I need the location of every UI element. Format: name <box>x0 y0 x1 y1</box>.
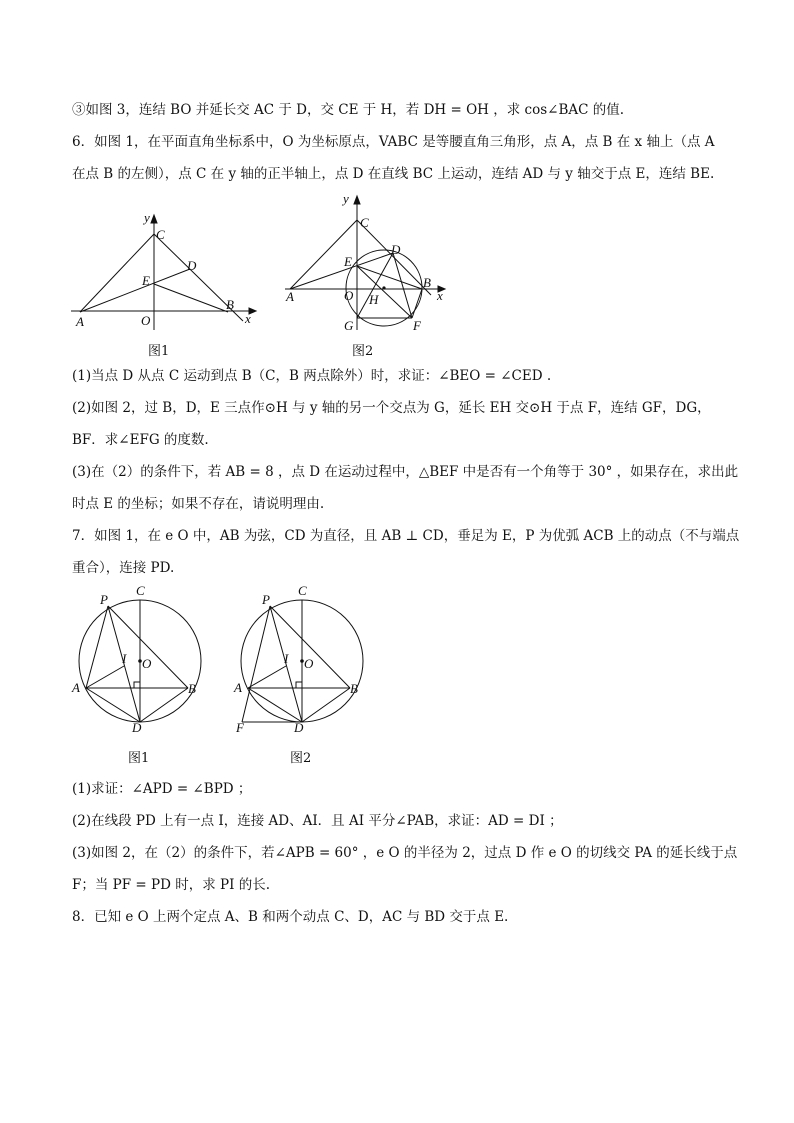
segment-eb <box>357 266 422 289</box>
y-axis-arrow <box>354 196 360 204</box>
segment-ad <box>290 253 393 289</box>
label-d: D <box>132 720 142 735</box>
figure-6-2 <box>280 190 455 340</box>
label-c: C <box>360 215 369 230</box>
text-line-q6-part1: (1)当点 D 从点 C 运动到点 B（C，B 两点除外）时，求证：∠BEO = ∠CED . <box>72 368 552 384</box>
label-a: A <box>72 680 80 695</box>
text-line-q7-intro-cont: 重合），连接 PD. <box>72 560 175 576</box>
label-a: A <box>286 289 294 304</box>
text-line-q8-intro: 8．已知 e O 上两个定点 A、B 和两个动点 C、D，AC 与 BD 交于点 E. <box>72 909 509 925</box>
label-p: P <box>100 592 108 607</box>
segment-ef <box>357 266 412 318</box>
label-o: O <box>304 656 314 671</box>
label-f: F <box>236 720 244 735</box>
segment-pb <box>108 606 188 688</box>
text-line-q6-intro: 6．如图 1，在平面直角坐标系中，O 为坐标原点，VABC 是等腰直角三角形，点 A，点 B 在 x 轴上（点 A <box>72 134 715 150</box>
label-c: C <box>156 227 165 242</box>
label-y: y <box>144 210 150 225</box>
figure-6-2-caption: 图2 <box>352 344 374 359</box>
label-o: O <box>142 656 152 671</box>
text-line-q5-part3: ③如图 3，连结 BO 并延长交 AC 于 D，交 CE 于 H，若 DH = OH ，求 cos∠BAC 的值. <box>72 102 625 118</box>
label-a: A <box>234 680 242 695</box>
figure-7-2-caption: 图2 <box>290 751 312 766</box>
label-b: B <box>350 681 358 696</box>
text-line-q6-part3: (3)在（2）的条件下，若 AB = 8 ，点 D 在运动过程中，△BEF 中是否有一个角等于 30° ，如果存在，求出此 <box>72 464 739 480</box>
text-line-q6-intro-cont: 在点 B 的左侧），点 C 在 y 轴的正半轴上，点 D 在直线 BC 上运动，连结 AD 与 y 轴交于点 E，连结 BE. <box>72 166 715 182</box>
text-line-q7-part3: (3)如图 2，在（2）的条件下，若∠APB = 60° ，e O 的半径为 2，过点 D 作 e O 的切线交 PA 的延长线于点 <box>72 845 738 861</box>
segment-pb <box>270 606 350 688</box>
label-o: O <box>141 313 151 328</box>
figure-7-1 <box>66 582 206 737</box>
segment-ai <box>248 666 286 688</box>
label-b: B <box>226 297 234 312</box>
label-b: B <box>423 275 431 290</box>
text-line-q7-part3-cont: F；当 PF = PD 时，求 PI 的长. <box>72 877 270 893</box>
label-x: x <box>245 311 251 326</box>
label-b: B <box>188 681 196 696</box>
label-d: D <box>391 242 401 257</box>
label-p: P <box>262 592 270 607</box>
label-o: O <box>344 288 354 303</box>
label-e: E <box>344 254 352 269</box>
label-y: y <box>343 191 349 206</box>
center-h-dot <box>382 286 385 289</box>
segment-pf <box>242 606 270 722</box>
label-g: G <box>344 318 354 333</box>
text-line-q7-part2: (2)在线段 PD 上有一点 I，连接 AD、AI．且 AI 平分∠PAB，求证：AD = DI ； <box>72 813 563 829</box>
figure-6-1 <box>66 205 266 340</box>
label-c: C <box>298 583 307 598</box>
segment-ai <box>86 666 124 688</box>
label-i: I <box>284 651 289 666</box>
y-axis-arrow <box>151 215 157 223</box>
segment-df <box>393 253 412 318</box>
segment-eb <box>154 284 228 312</box>
segment-gd <box>357 253 393 318</box>
label-d: D <box>294 720 304 735</box>
label-e: E <box>142 273 150 288</box>
text-line-q7-part1: (1)求证：∠APD = ∠BPD ； <box>72 781 252 797</box>
text-line-q6-part2-cont: BF．求∠EFG 的度数. <box>72 432 209 448</box>
label-c: C <box>136 583 145 598</box>
label-a: A <box>76 314 84 329</box>
label-f: F <box>413 318 421 333</box>
right-angle-mark <box>134 682 140 688</box>
figure-7-1-caption: 图1 <box>128 751 150 766</box>
label-d: D <box>187 258 197 273</box>
label-i: I <box>122 651 127 666</box>
figure-7-2 <box>228 582 368 737</box>
text-line-q7-intro: 7．如图 1，在 e O 中，AB 为弦，CD 为直径，且 AB ⊥ CD，垂足为 E，P 为优弧 ACB 上的动点（不与端点 <box>72 528 740 544</box>
text-line-q6-part2: (2)如图 2，过 B，D，E 三点作⊙H 与 y 轴的另一个交点为 G，延长 EH 交⊙H 于点 F，连结 GF，DG， <box>72 400 711 416</box>
label-h: H <box>369 292 379 307</box>
figure-6-1-caption: 图1 <box>148 344 170 359</box>
segment-ad <box>80 269 190 312</box>
text-line-q6-part3-cont: 时点 E 的坐标；如果不存在，请说明理由. <box>72 496 325 512</box>
label-x: x <box>437 288 443 303</box>
segment-bf <box>412 289 422 318</box>
right-angle-mark <box>296 682 302 688</box>
